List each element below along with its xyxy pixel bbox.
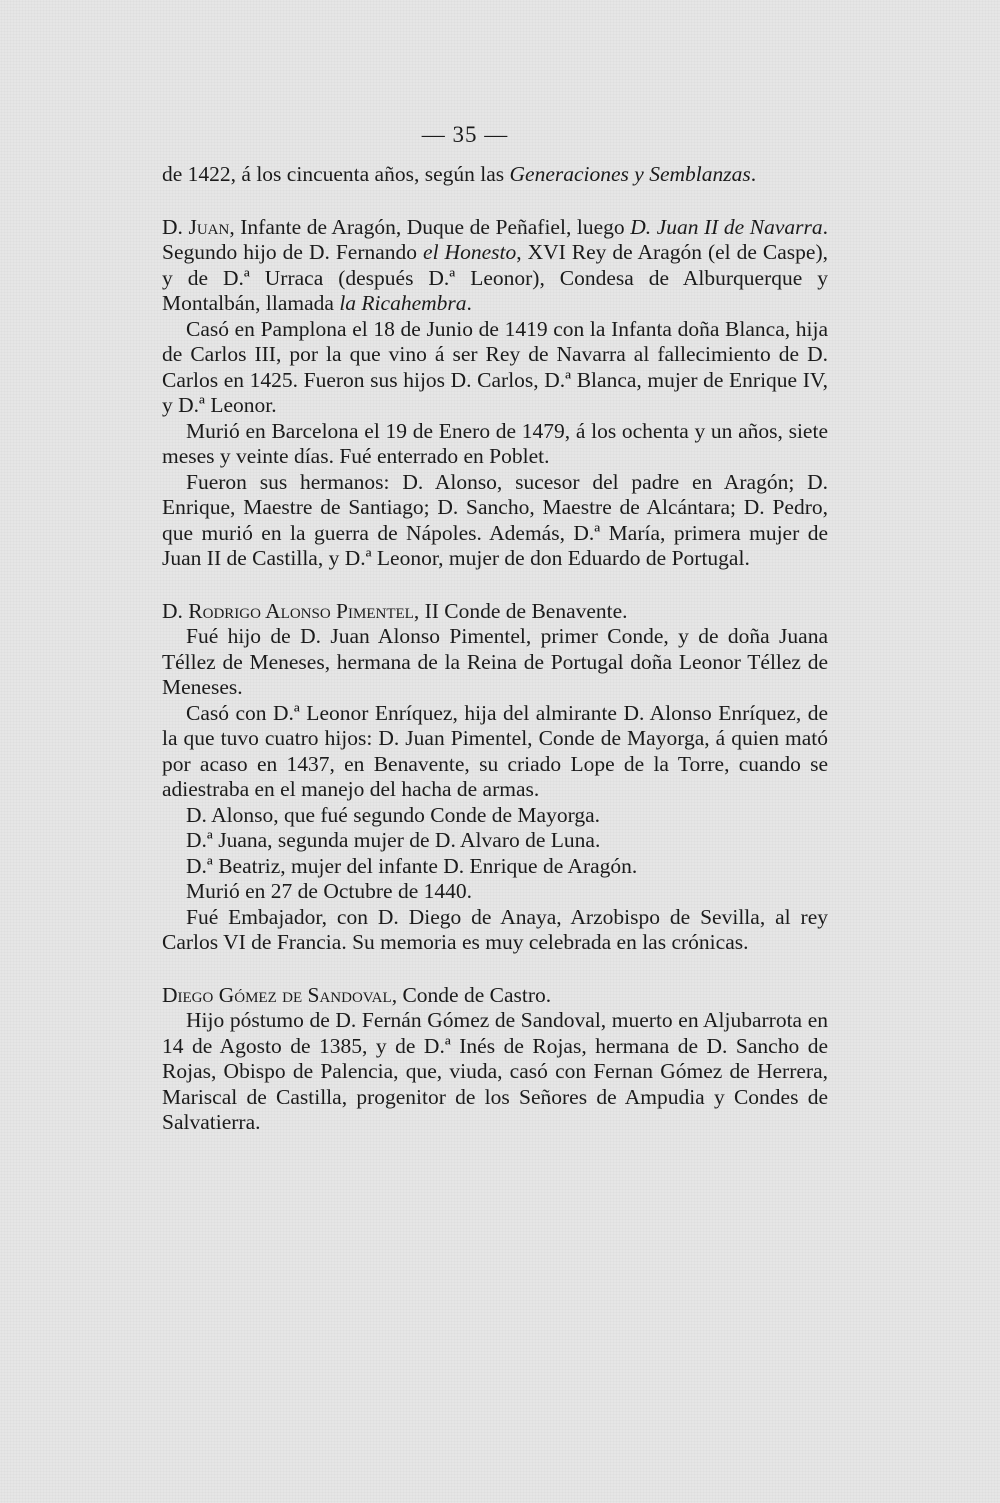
italic-run: la Ricahembra bbox=[339, 291, 467, 315]
text-run: Murió en 27 de Octubre de 1440. bbox=[186, 879, 472, 903]
text-run: Casó con D.ª Leonor Enríquez, hija del almirante D. Alonso Enríquez, de la que tuvo cuatro hijos: D. Juan Pimentel, Conde de Mayorga, á quien mató por acaso en 1437, en Benavente, su criado Lope de la Torre, cuando se adiestraba en el manejo del hacha de armas. bbox=[162, 700, 828, 801]
paragraph-continuation bbox=[162, 162, 828, 188]
paragraph bbox=[162, 854, 828, 880]
text-run: . Segundo hijo de D. Fernando bbox=[162, 214, 828, 264]
text-run: Hijo póstumo de D. Fernán Gómez de Sandoval, muerto en Aljubarrota en 14 de Agosto de 1385, y de D.ª Inés de Rojas, hermana de D. Sancho de Rojas, Obispo de Palencia, que, viuda, casó con Fernan Gómez de Herrera, Mariscal de Castilla, progenitor de los Señores de Ampudia y Condes de Salvatierra. bbox=[162, 1008, 828, 1134]
text-run: Murió en Barcelona el 19 de Enero de 1479, á los ochenta y un años, siete meses y veinte días. Fué enterrado en Poblet. bbox=[162, 418, 828, 468]
text-run: D. Alonso, que fué segundo Conde de Mayorga. bbox=[186, 802, 601, 827]
italic-run: D. Juan II de Navarra bbox=[630, 214, 823, 239]
text-run: . bbox=[750, 162, 757, 186]
paragraph bbox=[162, 828, 828, 854]
smallcaps-run: Juan bbox=[188, 214, 230, 239]
text-run: Fueron sus hermanos: D. Alonso, sucesor del padre en Aragón; D. Enrique, Maestre de Santiago; D. Sancho, Maestre de Alcántara; D. Pedro, que murió en la guerra de Nápoles. Además, D.ª María, primera mujer de Juan II de Castilla, y D.ª Leonor, mujer de don Eduardo de Portugal. bbox=[162, 469, 828, 570]
page-text bbox=[162, 162, 828, 1136]
text-run: D.ª Juana, segunda mujer de D. Alvaro de Luna. bbox=[186, 828, 601, 852]
paragraph bbox=[162, 470, 828, 572]
paragraph bbox=[162, 803, 828, 829]
paragraph bbox=[162, 419, 828, 470]
text-run: . bbox=[466, 291, 472, 315]
entry-heading-diego bbox=[162, 983, 828, 1009]
text-run: D. bbox=[162, 214, 189, 239]
smallcaps-run: Diego Gómez de Sandoval bbox=[162, 982, 392, 1007]
text-run: , II Conde de Benavente. bbox=[413, 598, 628, 623]
italic-run: Generaciones y Semblanzas bbox=[509, 162, 751, 186]
text-run: D. bbox=[162, 598, 189, 623]
italic-run: el Honesto bbox=[423, 240, 517, 264]
smallcaps-run: Rodrigo Alonso Pimentel bbox=[188, 598, 414, 623]
paragraph bbox=[162, 317, 828, 419]
entry-heading-juan bbox=[162, 215, 828, 317]
page-number: — 35 — bbox=[421, 122, 509, 147]
text-run: , XVI Rey de Aragón (el de Caspe), y de D.ª Urraca (después D.ª Leonor), Condesa de Alburquerque y Montalbán, llamada bbox=[162, 240, 828, 315]
paragraph bbox=[162, 1008, 828, 1136]
paragraph bbox=[162, 701, 828, 803]
text-run: , Infante de Aragón, Duque de Peñafiel, luego bbox=[229, 214, 631, 239]
text-run: Fué Embajador, con D. Diego de Anaya, Arzobispo de Sevilla, al rey Carlos VI de Francia. Su memoria es muy celebrada en las crónicas. bbox=[162, 904, 828, 954]
text-run: Fué hijo de D. Juan Alonso Pimentel, primer Conde, y de doña Juana Téllez de Meneses, hermana de la Reina de Portugal doña Leonor Téllez de Meneses. bbox=[162, 624, 828, 699]
text-run: D.ª Beatriz, mujer del infante D. Enrique de Aragón. bbox=[186, 853, 638, 878]
paragraph bbox=[162, 905, 828, 956]
text-run: , Conde de Castro. bbox=[391, 982, 552, 1007]
text-run: de 1422, á los cincuenta años, según las bbox=[162, 162, 510, 186]
text-run: Casó en Pamplona el 18 de Junio de 1419 con la Infanta doña Blanca, hija de Carlos III, por la que vino á ser Rey de Navarra al fallecimiento de D. Carlos en 1425. Fueron sus hijos D. Carlos, D.ª Blanca, mujer de Enrique IV, y D.ª Leonor. bbox=[162, 316, 828, 417]
paragraph bbox=[162, 879, 828, 905]
entry-heading-rodrigo bbox=[162, 599, 828, 625]
paragraph bbox=[162, 624, 828, 701]
